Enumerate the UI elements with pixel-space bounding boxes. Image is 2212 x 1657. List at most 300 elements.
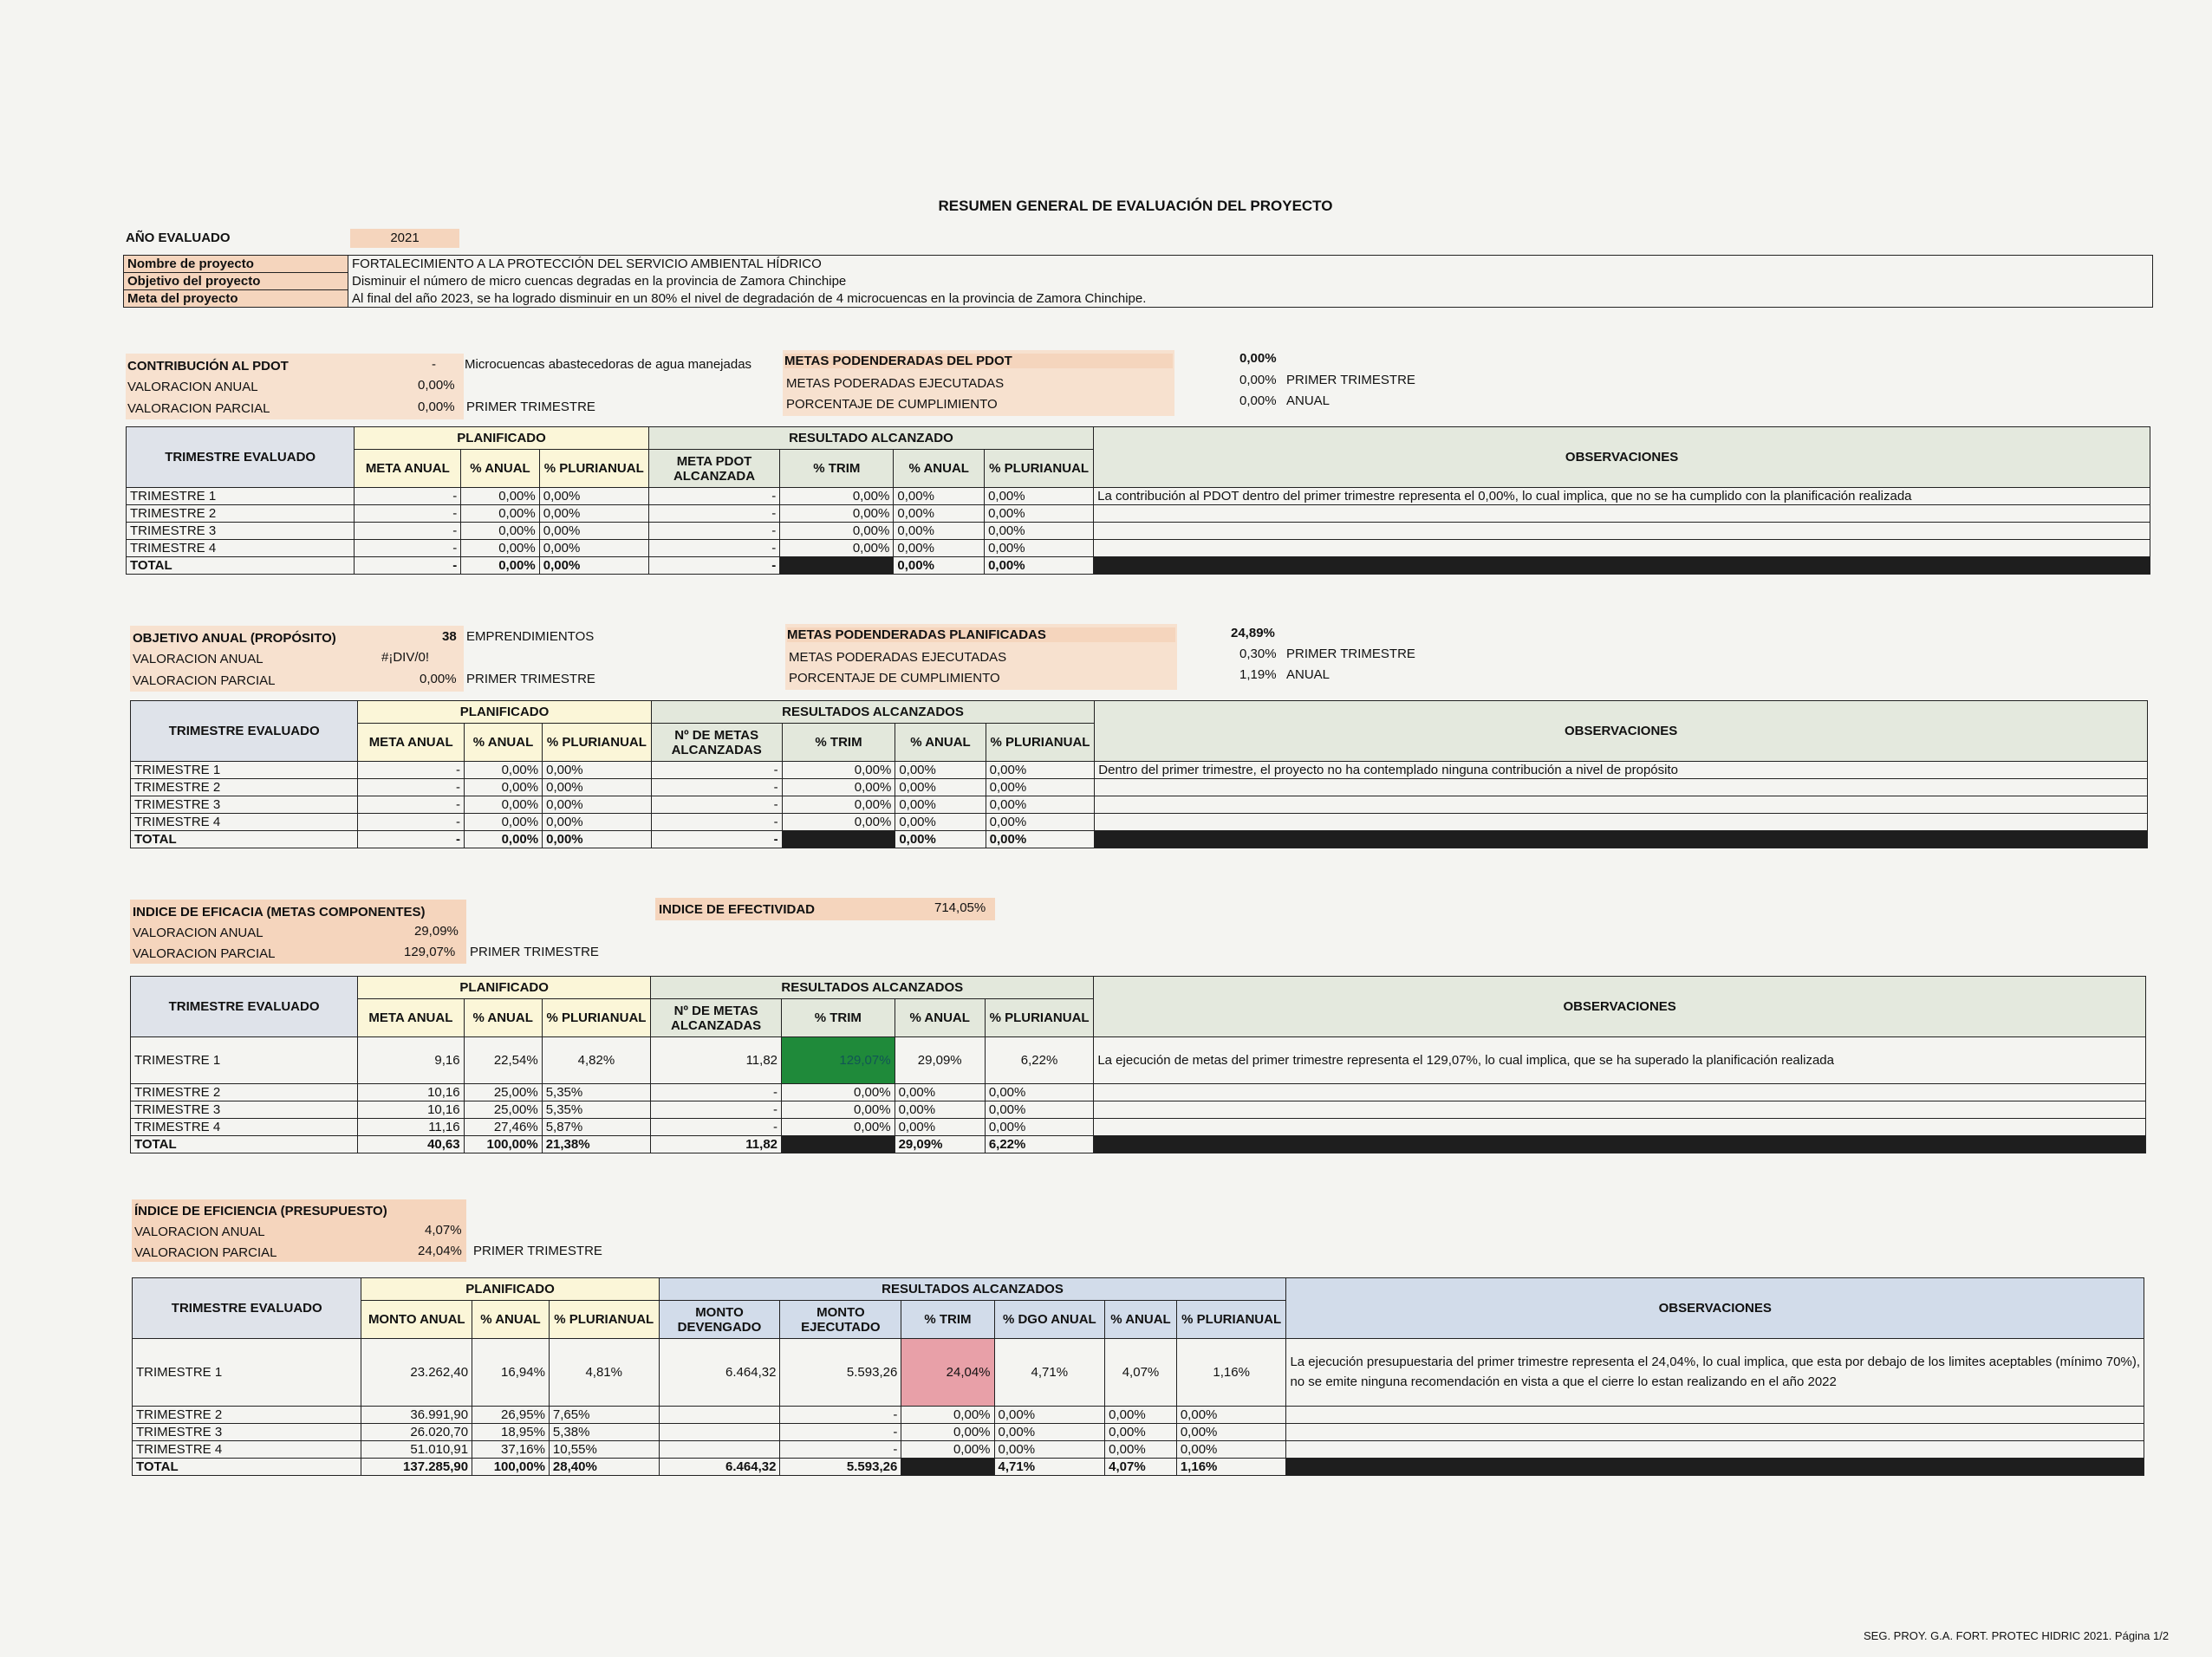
eficiencia-anual-label: VALORACION ANUAL xyxy=(134,1225,265,1239)
cell: - xyxy=(358,796,465,814)
th-pct-plurianual: % PLURIANUAL xyxy=(549,1301,659,1339)
cell: 18,95% xyxy=(472,1424,550,1441)
cell-observacion xyxy=(1286,1407,2144,1424)
cell: 0,00% xyxy=(894,540,985,557)
table-row xyxy=(127,523,2150,540)
th-pct-plurianual: % PLURIANUAL xyxy=(542,999,651,1037)
th-monto-devengado: MONTO DEVENGADO xyxy=(659,1301,780,1339)
cell: 23.262,40 xyxy=(361,1339,472,1407)
cell: 4,81% xyxy=(549,1339,659,1407)
cell: 26.020,70 xyxy=(361,1424,472,1441)
th-observaciones: OBSERVACIONES xyxy=(1286,1278,2144,1339)
cell: 0,00% xyxy=(1105,1441,1177,1459)
pdot-ejec-label: METAS PODERADAS EJECUTADAS xyxy=(786,376,1005,391)
cell-pct-trim-highlight: 129,07% xyxy=(782,1037,895,1084)
cell: 0,00% xyxy=(543,831,652,848)
cell: 5,35% xyxy=(542,1101,651,1119)
th-pct-anual-res: % ANUAL xyxy=(1105,1301,1177,1339)
cell: 11,82 xyxy=(651,1037,782,1084)
cell: 0,00% xyxy=(543,762,652,779)
th-pct-anual: % ANUAL xyxy=(472,1301,550,1339)
cell-trimestre: TRIMESTRE 2 xyxy=(131,1084,358,1101)
cell: 0,00% xyxy=(782,762,895,779)
cell: 0,00% xyxy=(895,1119,985,1136)
cell: 10,55% xyxy=(549,1441,659,1459)
th-meta-alcanzada: META PDOT ALCANZADA xyxy=(648,450,779,488)
th-pct-plurianual-res: % PLURIANUAL xyxy=(985,450,1094,488)
prop-ejec-value: 0,30% xyxy=(1239,647,1277,661)
cell: 0,00% xyxy=(1176,1441,1286,1459)
prop-ejec-period: PRIMER TRIMESTRE xyxy=(1286,647,1415,661)
cell: 5,87% xyxy=(542,1119,651,1136)
cell: 100,00% xyxy=(472,1459,550,1476)
cell: 40,63 xyxy=(358,1136,464,1153)
cell: - xyxy=(651,1101,782,1119)
cell: 0,00% xyxy=(461,488,539,505)
prop-cump-label: PORCENTAJE DE CUMPLIMIENTO xyxy=(789,671,1000,686)
cell-trimestre: TRIMESTRE 2 xyxy=(133,1407,361,1424)
th-pct-trim: % TRIM xyxy=(782,724,895,762)
proposito-table xyxy=(130,700,2148,848)
cell: 0,00% xyxy=(994,1441,1105,1459)
cell: 0,00% xyxy=(901,1441,994,1459)
cell: 0,00% xyxy=(986,831,1095,848)
cell: 0,00% xyxy=(464,831,542,848)
cell: 100,00% xyxy=(464,1136,542,1153)
eficiencia-parcial-label: VALORACION PARCIAL xyxy=(134,1245,277,1260)
cell: 0,00% xyxy=(985,1101,1094,1119)
page-title: RESUMEN GENERAL DE EVALUACIÓN DEL PROYECTO xyxy=(938,198,1333,214)
th-pct-plurianual-res: % PLURIANUAL xyxy=(986,724,1095,762)
cell-observacion xyxy=(1286,1441,2144,1459)
cell-total-label: TOTAL xyxy=(127,557,355,575)
eficiencia-parcial-period: PRIMER TRIMESTRE xyxy=(473,1244,602,1258)
project-name-value: FORTALECIMIENTO A LA PROTECCIÓN DEL SERVICIO AMBIENTAL HÍDRICO xyxy=(348,256,2153,273)
cell: 0,00% xyxy=(894,557,985,575)
pdot-ejec-value: 0,00% xyxy=(1239,373,1277,387)
cell: - xyxy=(648,540,779,557)
cell: 0,00% xyxy=(539,540,648,557)
th-trimestre: TRIMESTRE EVALUADO xyxy=(127,427,355,488)
th-pct-trim: % TRIM xyxy=(780,450,894,488)
cell: 0,00% xyxy=(780,488,894,505)
cell: 0,00% xyxy=(461,523,539,540)
cell: - xyxy=(651,1119,782,1136)
cell: 0,00% xyxy=(780,523,894,540)
cell: 21,38% xyxy=(542,1136,651,1153)
table-row xyxy=(131,1101,2146,1119)
cell: 5.593,26 xyxy=(780,1459,901,1476)
cell: 22,54% xyxy=(464,1037,542,1084)
cell: 4,82% xyxy=(542,1037,651,1084)
cell: 0,00% xyxy=(895,831,986,848)
total-row xyxy=(133,1459,2144,1476)
cell: 0,00% xyxy=(901,1407,994,1424)
cell: - xyxy=(651,779,782,796)
cell: - xyxy=(355,488,461,505)
cell: 29,09% xyxy=(895,1136,985,1153)
cell: - xyxy=(780,1407,901,1424)
cell: 0,00% xyxy=(782,1101,895,1119)
pdot-anual-label: VALORACION ANUAL xyxy=(127,380,258,394)
cell-trimestre: TRIMESTRE 3 xyxy=(131,796,358,814)
cell: 0,00% xyxy=(1176,1424,1286,1441)
cell-dark xyxy=(1094,557,2150,575)
th-observaciones: OBSERVACIONES xyxy=(1094,427,2150,488)
th-planificado: PLANIFICADO xyxy=(358,977,651,999)
cell-observacion xyxy=(1094,1101,2146,1119)
cell: 6.464,32 xyxy=(659,1459,780,1476)
cell: 0,00% xyxy=(894,523,985,540)
total-row xyxy=(131,831,2148,848)
pdot-ejec-period: PRIMER TRIMESTRE xyxy=(1286,373,1415,387)
cell-trimestre: TRIMESTRE 4 xyxy=(131,1119,358,1136)
cell xyxy=(659,1441,780,1459)
page-footer: SEG. PROY. G.A. FORT. PROTEC HIDRIC 2021. Página 1/2 xyxy=(1864,1629,2170,1642)
cell: - xyxy=(651,831,782,848)
cell: 10,16 xyxy=(358,1084,464,1101)
project-info-table xyxy=(123,255,2153,308)
cell: 25,00% xyxy=(464,1101,542,1119)
pdot-parcial-period: PRIMER TRIMESTRE xyxy=(466,400,595,414)
pdot-description: Microcuencas abastecedoras de agua manejadas xyxy=(465,357,752,372)
efectividad-value: 714,05% xyxy=(934,900,986,915)
cell: - xyxy=(355,505,461,523)
cell: 26,95% xyxy=(472,1407,550,1424)
cell-trimestre: TRIMESTRE 3 xyxy=(131,1101,358,1119)
cell-observacion xyxy=(1094,523,2150,540)
prop-parcial-value: 0,00% xyxy=(420,672,457,686)
cell: - xyxy=(358,814,465,831)
eficiencia-label: ÍNDICE DE EFICIENCIA (PRESUPUESTO) xyxy=(134,1204,387,1218)
cell: 9,16 xyxy=(358,1037,464,1084)
cell: 6,22% xyxy=(985,1136,1094,1153)
th-metas-alcanzadas: Nº DE METAS ALCANZADAS xyxy=(651,999,782,1037)
pdot-dash: - xyxy=(432,357,436,372)
cell-observacion: Dentro del primer trimestre, el proyecto no ha contemplado ninguna contribución a nivel de propósito xyxy=(1095,762,2148,779)
table-row xyxy=(127,540,2150,557)
pdot-cump-value: 0,00% xyxy=(1239,393,1277,408)
th-pct-anual-res: % ANUAL xyxy=(894,450,985,488)
table-row xyxy=(133,1441,2144,1459)
cell: 0,00% xyxy=(986,796,1095,814)
cell: 0,00% xyxy=(895,762,986,779)
cell: 0,00% xyxy=(782,796,895,814)
prop-metas-value: 24,89% xyxy=(1231,626,1275,640)
project-goal-label: Meta del proyecto xyxy=(124,290,348,308)
cell: - xyxy=(358,779,465,796)
prop-cump-period: ANUAL xyxy=(1286,667,1330,682)
cell-trimestre: TRIMESTRE 2 xyxy=(131,779,358,796)
th-planificado: PLANIFICADO xyxy=(358,701,651,724)
eficacia-parcial-label: VALORACION PARCIAL xyxy=(133,946,276,961)
cell: 0,00% xyxy=(464,779,542,796)
pdot-anual-value: 0,00% xyxy=(418,378,455,393)
th-pct-anual-res: % ANUAL xyxy=(895,724,986,762)
th-planificado: PLANIFICADO xyxy=(355,427,649,450)
table-row xyxy=(131,796,2148,814)
cell-dark xyxy=(782,831,895,848)
project-name-row xyxy=(124,256,2153,273)
table-row xyxy=(131,762,2148,779)
cell: 4,71% xyxy=(994,1339,1105,1407)
th-pct-trim: % TRIM xyxy=(782,999,895,1037)
cell: 0,00% xyxy=(464,796,542,814)
cell-pct-trim-highlight: 24,04% xyxy=(901,1339,994,1407)
cell xyxy=(659,1424,780,1441)
prop-ejec-label: METAS PODERADAS EJECUTADAS xyxy=(789,650,1007,665)
th-pct-anual: % ANUAL xyxy=(464,724,542,762)
cell: 25,00% xyxy=(464,1084,542,1101)
cell: - xyxy=(648,488,779,505)
cell: 0,00% xyxy=(985,557,1094,575)
th-resultados: RESULTADOS ALCANZADOS xyxy=(651,701,1095,724)
cell: - xyxy=(355,557,461,575)
cell: 0,00% xyxy=(895,1084,985,1101)
cell: 6.464,32 xyxy=(659,1339,780,1407)
cell: - xyxy=(648,557,779,575)
cell-observacion xyxy=(1094,540,2150,557)
eficacia-label: INDICE DE EFICACIA (METAS COMPONENTES) xyxy=(133,905,426,919)
table-row xyxy=(133,1339,2144,1407)
th-trimestre: TRIMESTRE EVALUADO xyxy=(133,1278,361,1339)
cell: 0,00% xyxy=(461,505,539,523)
cell: - xyxy=(780,1441,901,1459)
cell: 0,00% xyxy=(985,523,1094,540)
prop-count: 38 xyxy=(442,629,457,644)
cell: 0,00% xyxy=(986,779,1095,796)
cell-dark xyxy=(780,557,894,575)
cell: 0,00% xyxy=(539,523,648,540)
cell-trimestre: TRIMESTRE 3 xyxy=(133,1424,361,1441)
eficacia-parcial-period: PRIMER TRIMESTRE xyxy=(470,945,599,959)
cell-observacion xyxy=(1094,505,2150,523)
pdot-metas-label: METAS PODENDERADAS DEL PDOT xyxy=(784,354,1173,368)
cell: 0,00% xyxy=(895,1101,985,1119)
cell-trimestre: TRIMESTRE 4 xyxy=(133,1441,361,1459)
cell: 0,00% xyxy=(782,1084,895,1101)
table-row xyxy=(131,779,2148,796)
table-row xyxy=(131,814,2148,831)
cell-observacion: La ejecución presupuestaria del primer trimestre representa el 24,04%, lo cual implica, que esta por debajo de los limites aceptables (mínimo 70%), no se emite ninguna recomendación en vista a que el cierre lo estan realizando en el año 2022 xyxy=(1286,1339,2144,1407)
th-monto-ejecutado: MONTO EJECUTADO xyxy=(780,1301,901,1339)
cell: 0,00% xyxy=(464,814,542,831)
cell: - xyxy=(358,831,465,848)
cell-dark xyxy=(901,1459,994,1476)
cell: - xyxy=(651,796,782,814)
cell: 5.593,26 xyxy=(780,1339,901,1407)
cell: 0,00% xyxy=(1105,1407,1177,1424)
th-planificado: PLANIFICADO xyxy=(361,1278,659,1301)
cell: - xyxy=(651,762,782,779)
table-row xyxy=(127,505,2150,523)
th-resultados: RESULTADOS ALCANZADOS xyxy=(651,977,1094,999)
cell: 1,16% xyxy=(1176,1459,1286,1476)
cell: - xyxy=(651,814,782,831)
cell-observacion xyxy=(1094,1084,2146,1101)
th-trimestre: TRIMESTRE EVALUADO xyxy=(131,701,358,762)
cell: 0,00% xyxy=(782,779,895,796)
th-metas-alcanzadas: Nº DE METAS ALCANZADAS xyxy=(651,724,782,762)
cell: 0,00% xyxy=(539,488,648,505)
cell-dark xyxy=(782,1136,895,1153)
pdot-cump-label: PORCENTAJE DE CUMPLIMIENTO xyxy=(786,397,998,412)
cell-observacion: La contribución al PDOT dentro del primer trimestre representa el 0,00%, lo cual implica, que no se ha cumplido con la planificación realizada xyxy=(1094,488,2150,505)
th-pct-plurianual-res: % PLURIANUAL xyxy=(985,999,1094,1037)
eficiencia-parcial-value: 24,04% xyxy=(418,1244,462,1258)
prop-anual-value: #¡DIV/0! xyxy=(381,650,430,665)
cell: 10,16 xyxy=(358,1101,464,1119)
cell: 0,00% xyxy=(985,1119,1094,1136)
cell: 1,16% xyxy=(1176,1339,1286,1407)
cell-trimestre: TRIMESTRE 2 xyxy=(127,505,355,523)
cell: 0,00% xyxy=(994,1407,1105,1424)
eficacia-anual-value: 29,09% xyxy=(414,924,459,939)
table-row xyxy=(127,488,2150,505)
cell: - xyxy=(648,505,779,523)
cell-total-label: TOTAL xyxy=(131,831,358,848)
project-goal-row xyxy=(124,290,2153,308)
efectividad-label: INDICE DE EFECTIVIDAD xyxy=(659,902,816,917)
cell: 0,00% xyxy=(539,505,648,523)
cell: 0,00% xyxy=(543,814,652,831)
cell: 27,46% xyxy=(464,1119,542,1136)
year-label: AÑO EVALUADO xyxy=(126,231,231,245)
cell: 0,00% xyxy=(539,557,648,575)
cell-trimestre: TRIMESTRE 1 xyxy=(133,1339,361,1407)
cell: - xyxy=(780,1424,901,1441)
cell: 0,00% xyxy=(464,762,542,779)
cell: 0,00% xyxy=(543,779,652,796)
th-pct-plurianual: % PLURIANUAL xyxy=(539,450,648,488)
project-name-label: Nombre de proyecto xyxy=(124,256,348,273)
cell-total-label: TOTAL xyxy=(133,1459,361,1476)
cell: 0,00% xyxy=(901,1424,994,1441)
cell: 6,22% xyxy=(985,1037,1094,1084)
cell: - xyxy=(651,1084,782,1101)
cell: 0,00% xyxy=(543,796,652,814)
project-objective-value: Disminuir el número de micro cuencas degradas en la provincia de Zamora Chinchipe xyxy=(348,273,2153,290)
th-pct-anual: % ANUAL xyxy=(461,450,539,488)
th-monto-anual: MONTO ANUAL xyxy=(361,1301,472,1339)
project-goal-value: Al final del año 2023, se ha logrado disminuir en un 80% el nivel de degradación de 4 microcuencas en la provincia de Zamora Chinchipe. xyxy=(348,290,2153,308)
cell: 0,00% xyxy=(985,1084,1094,1101)
cell: - xyxy=(355,523,461,540)
year-value: 2021 xyxy=(350,229,459,248)
cell-observacion: La ejecución de metas del primer trimestre representa el 129,07%, lo cual implica, que se ha superado la planificación realizada xyxy=(1094,1037,2146,1084)
prop-parcial-period: PRIMER TRIMESTRE xyxy=(466,672,595,686)
cell: 0,00% xyxy=(782,814,895,831)
cell-trimestre: TRIMESTRE 1 xyxy=(131,1037,358,1084)
cell-dark xyxy=(1286,1459,2144,1476)
th-meta-anual: META ANUAL xyxy=(355,450,461,488)
th-trimestre: TRIMESTRE EVALUADO xyxy=(131,977,358,1037)
total-row xyxy=(131,1136,2146,1153)
cell-observacion xyxy=(1094,1119,2146,1136)
eficiencia-table xyxy=(132,1277,2144,1476)
pdot-table xyxy=(126,426,2150,575)
cell-trimestre: TRIMESTRE 1 xyxy=(127,488,355,505)
prop-anual-label: VALORACION ANUAL xyxy=(133,652,263,666)
cell: 0,00% xyxy=(461,540,539,557)
cell: 0,00% xyxy=(985,488,1094,505)
cell-dark xyxy=(1094,1136,2146,1153)
cell: 5,35% xyxy=(542,1084,651,1101)
cell: 4,71% xyxy=(994,1459,1105,1476)
cell-trimestre: TRIMESTRE 4 xyxy=(127,540,355,557)
cell: 4,07% xyxy=(1105,1459,1177,1476)
cell: 4,07% xyxy=(1105,1339,1177,1407)
cell: 51.010,91 xyxy=(361,1441,472,1459)
cell: 37,16% xyxy=(472,1441,550,1459)
cell: 0,00% xyxy=(986,814,1095,831)
th-meta-anual: META ANUAL xyxy=(358,724,465,762)
cell: 0,00% xyxy=(994,1424,1105,1441)
th-observaciones: OBSERVACIONES xyxy=(1095,701,2148,762)
table-row xyxy=(133,1424,2144,1441)
pdot-label: CONTRIBUCIÓN AL PDOT xyxy=(127,359,289,374)
cell: - xyxy=(648,523,779,540)
cell xyxy=(659,1407,780,1424)
table-row xyxy=(131,1119,2146,1136)
eficacia-anual-label: VALORACION ANUAL xyxy=(133,926,263,940)
th-meta-anual: META ANUAL xyxy=(358,999,464,1037)
th-pct-plurianual-res: % PLURIANUAL xyxy=(1176,1301,1286,1339)
pdot-metas-value: 0,00% xyxy=(1239,351,1277,366)
eficacia-parcial-value: 129,07% xyxy=(404,945,456,959)
cell: 0,00% xyxy=(895,796,986,814)
prop-cump-value: 1,19% xyxy=(1239,667,1277,682)
cell-observacion xyxy=(1095,779,2148,796)
cell: 0,00% xyxy=(895,814,986,831)
th-pct-plurianual: % PLURIANUAL xyxy=(543,724,652,762)
cell: 16,94% xyxy=(472,1339,550,1407)
cell: 0,00% xyxy=(894,505,985,523)
cell-trimestre: TRIMESTRE 4 xyxy=(131,814,358,831)
cell-trimestre: TRIMESTRE 1 xyxy=(131,762,358,779)
prop-label: OBJETIVO ANUAL (PROPÓSITO) xyxy=(133,631,336,646)
cell: 0,00% xyxy=(894,488,985,505)
cell: 137.285,90 xyxy=(361,1459,472,1476)
cell: 0,00% xyxy=(1105,1424,1177,1441)
cell: 0,00% xyxy=(461,557,539,575)
pdot-parcial-label: VALORACION PARCIAL xyxy=(127,401,270,416)
project-objective-row xyxy=(124,273,2153,290)
th-resultados: RESULTADOS ALCANZADOS xyxy=(659,1278,1286,1301)
project-objective-label: Objetivo del proyecto xyxy=(124,273,348,290)
cell-observacion xyxy=(1095,814,2148,831)
cell-observacion xyxy=(1095,796,2148,814)
cell-observacion xyxy=(1286,1424,2144,1441)
prop-metas-label: METAS PODENDERADAS PLANIFICADAS xyxy=(787,627,1175,642)
cell-trimestre: TRIMESTRE 3 xyxy=(127,523,355,540)
cell: 0,00% xyxy=(985,505,1094,523)
table-row xyxy=(131,1037,2146,1084)
total-row xyxy=(127,557,2150,575)
cell: 36.991,90 xyxy=(361,1407,472,1424)
cell: 0,00% xyxy=(895,779,986,796)
cell-total-label: TOTAL xyxy=(131,1136,358,1153)
prop-parcial-label: VALORACION PARCIAL xyxy=(133,673,276,688)
cell: 7,65% xyxy=(549,1407,659,1424)
cell: 0,00% xyxy=(780,540,894,557)
cell: 11,82 xyxy=(651,1136,782,1153)
cell: - xyxy=(355,540,461,557)
th-pct-anual: % ANUAL xyxy=(464,999,542,1037)
th-observaciones: OBSERVACIONES xyxy=(1094,977,2146,1037)
pdot-cump-period: ANUAL xyxy=(1286,393,1330,408)
cell: 0,00% xyxy=(985,540,1094,557)
